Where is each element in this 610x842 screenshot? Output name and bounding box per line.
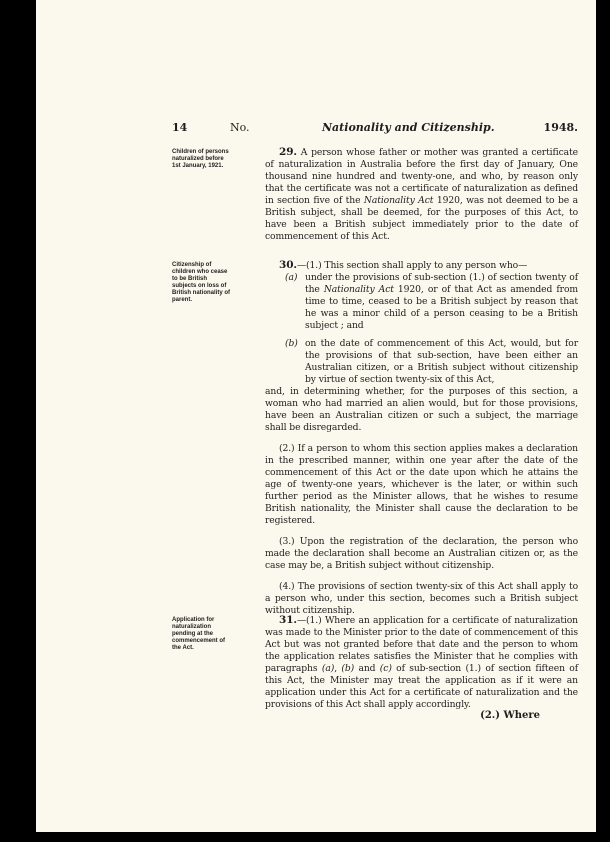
section-30-intro: 30.—(1.) This section shall apply to any person who— [279,259,528,271]
section-number: 30. [279,259,297,271]
catchword: (2.) Where [480,710,540,721]
paragraph-a: (a) under the provisions of sub-section (1.) of section twenty of the Nationality Act 1920, or of that Act as amended from time to time, ceased to be a British subject by reason that he was a minor child of a person ceasing to be a British subject ; and [285,272,578,331]
running-title: Nationality and Citizenship. [322,121,495,134]
page-number: 14 [172,121,188,134]
section-number: 31. [279,614,297,626]
section-31-text: 31.—(1.) Where an application for a certificate of naturalization was made to the Minister prior to the date of commencement of this Act but was not granted before that date and the person to whom the application relates satisfies the Minister that he complies with paragraphs (a), (b) and (c) of sub-section (1.) of section fifteen of this Act, the Minister may treat the application as if it were an application under this Act for a certificate of naturalization and the provisions of this Act shall apply accordingly. [265,614,578,710]
section-30-tail: and, in determining whether, for the purposes of this section, a woman who had married an alien would, but for those provisions, have been an Australian citizen or such a subject, the marriage shall be disregarded. [265,386,578,433]
section-29 [265,146,578,243]
paragraph-b: (b) on the date of commencement of this Act, would, but for the provisions of that sub-section, have been either an Australian citizen, or a British subject without citizenship by virtue of section twenty-six of this Act, [285,338,578,385]
subsection-4: (4.) The provisions of section twenty-six of this Act shall apply to a person who, under this section, becomes such a British subject without citizenship. [265,581,578,616]
section-30 [265,259,578,617]
act-number-label: No. [230,121,250,134]
section-29-text: 29. A person whose father or mother was granted a certificate of naturalization in Australia before the first day of January, One thousand nine hundred and twenty-one, and who, by reason only that the certificate was not a certificate of naturalization as defined in section five of the Nationality Act 1920, was not deemed to be a British subject, shall be deemed, for the purposes of this Act, to have been a British subject immediately prior to the date of commencement of this Act. [265,146,578,242]
document-page [36,0,596,832]
subsection-3: (3.) Upon the registration of the declaration, the person who made the declaration shall become an Australian citizen or, as the case may be, a British subject without citizenship. [265,536,578,571]
marginal-note-29: Children of persons naturalized before 1st January, 1921. [172,149,229,169]
section-number: 29. [279,146,297,158]
section-31 [265,614,578,711]
marginal-note-30: Citizenship of children who cease to be British subjects on loss of British nationality of parent. [172,262,231,303]
page-header [172,121,578,135]
subsection-2: (2.) If a person to whom this section applies makes a declaration in the prescribed manner, within one year after the date of the commencement of this Act or the date upon which he attains the age of twenty-one years, whichever is the later, or within such further period as the Minister allows, that he wishes to resume British nationality, the Minister shall cause the declaration to be registered. [265,443,578,526]
marginal-note-31: Application for naturalization pending at the commencement of the Act. [172,617,226,651]
act-year: 1948. [543,121,578,134]
